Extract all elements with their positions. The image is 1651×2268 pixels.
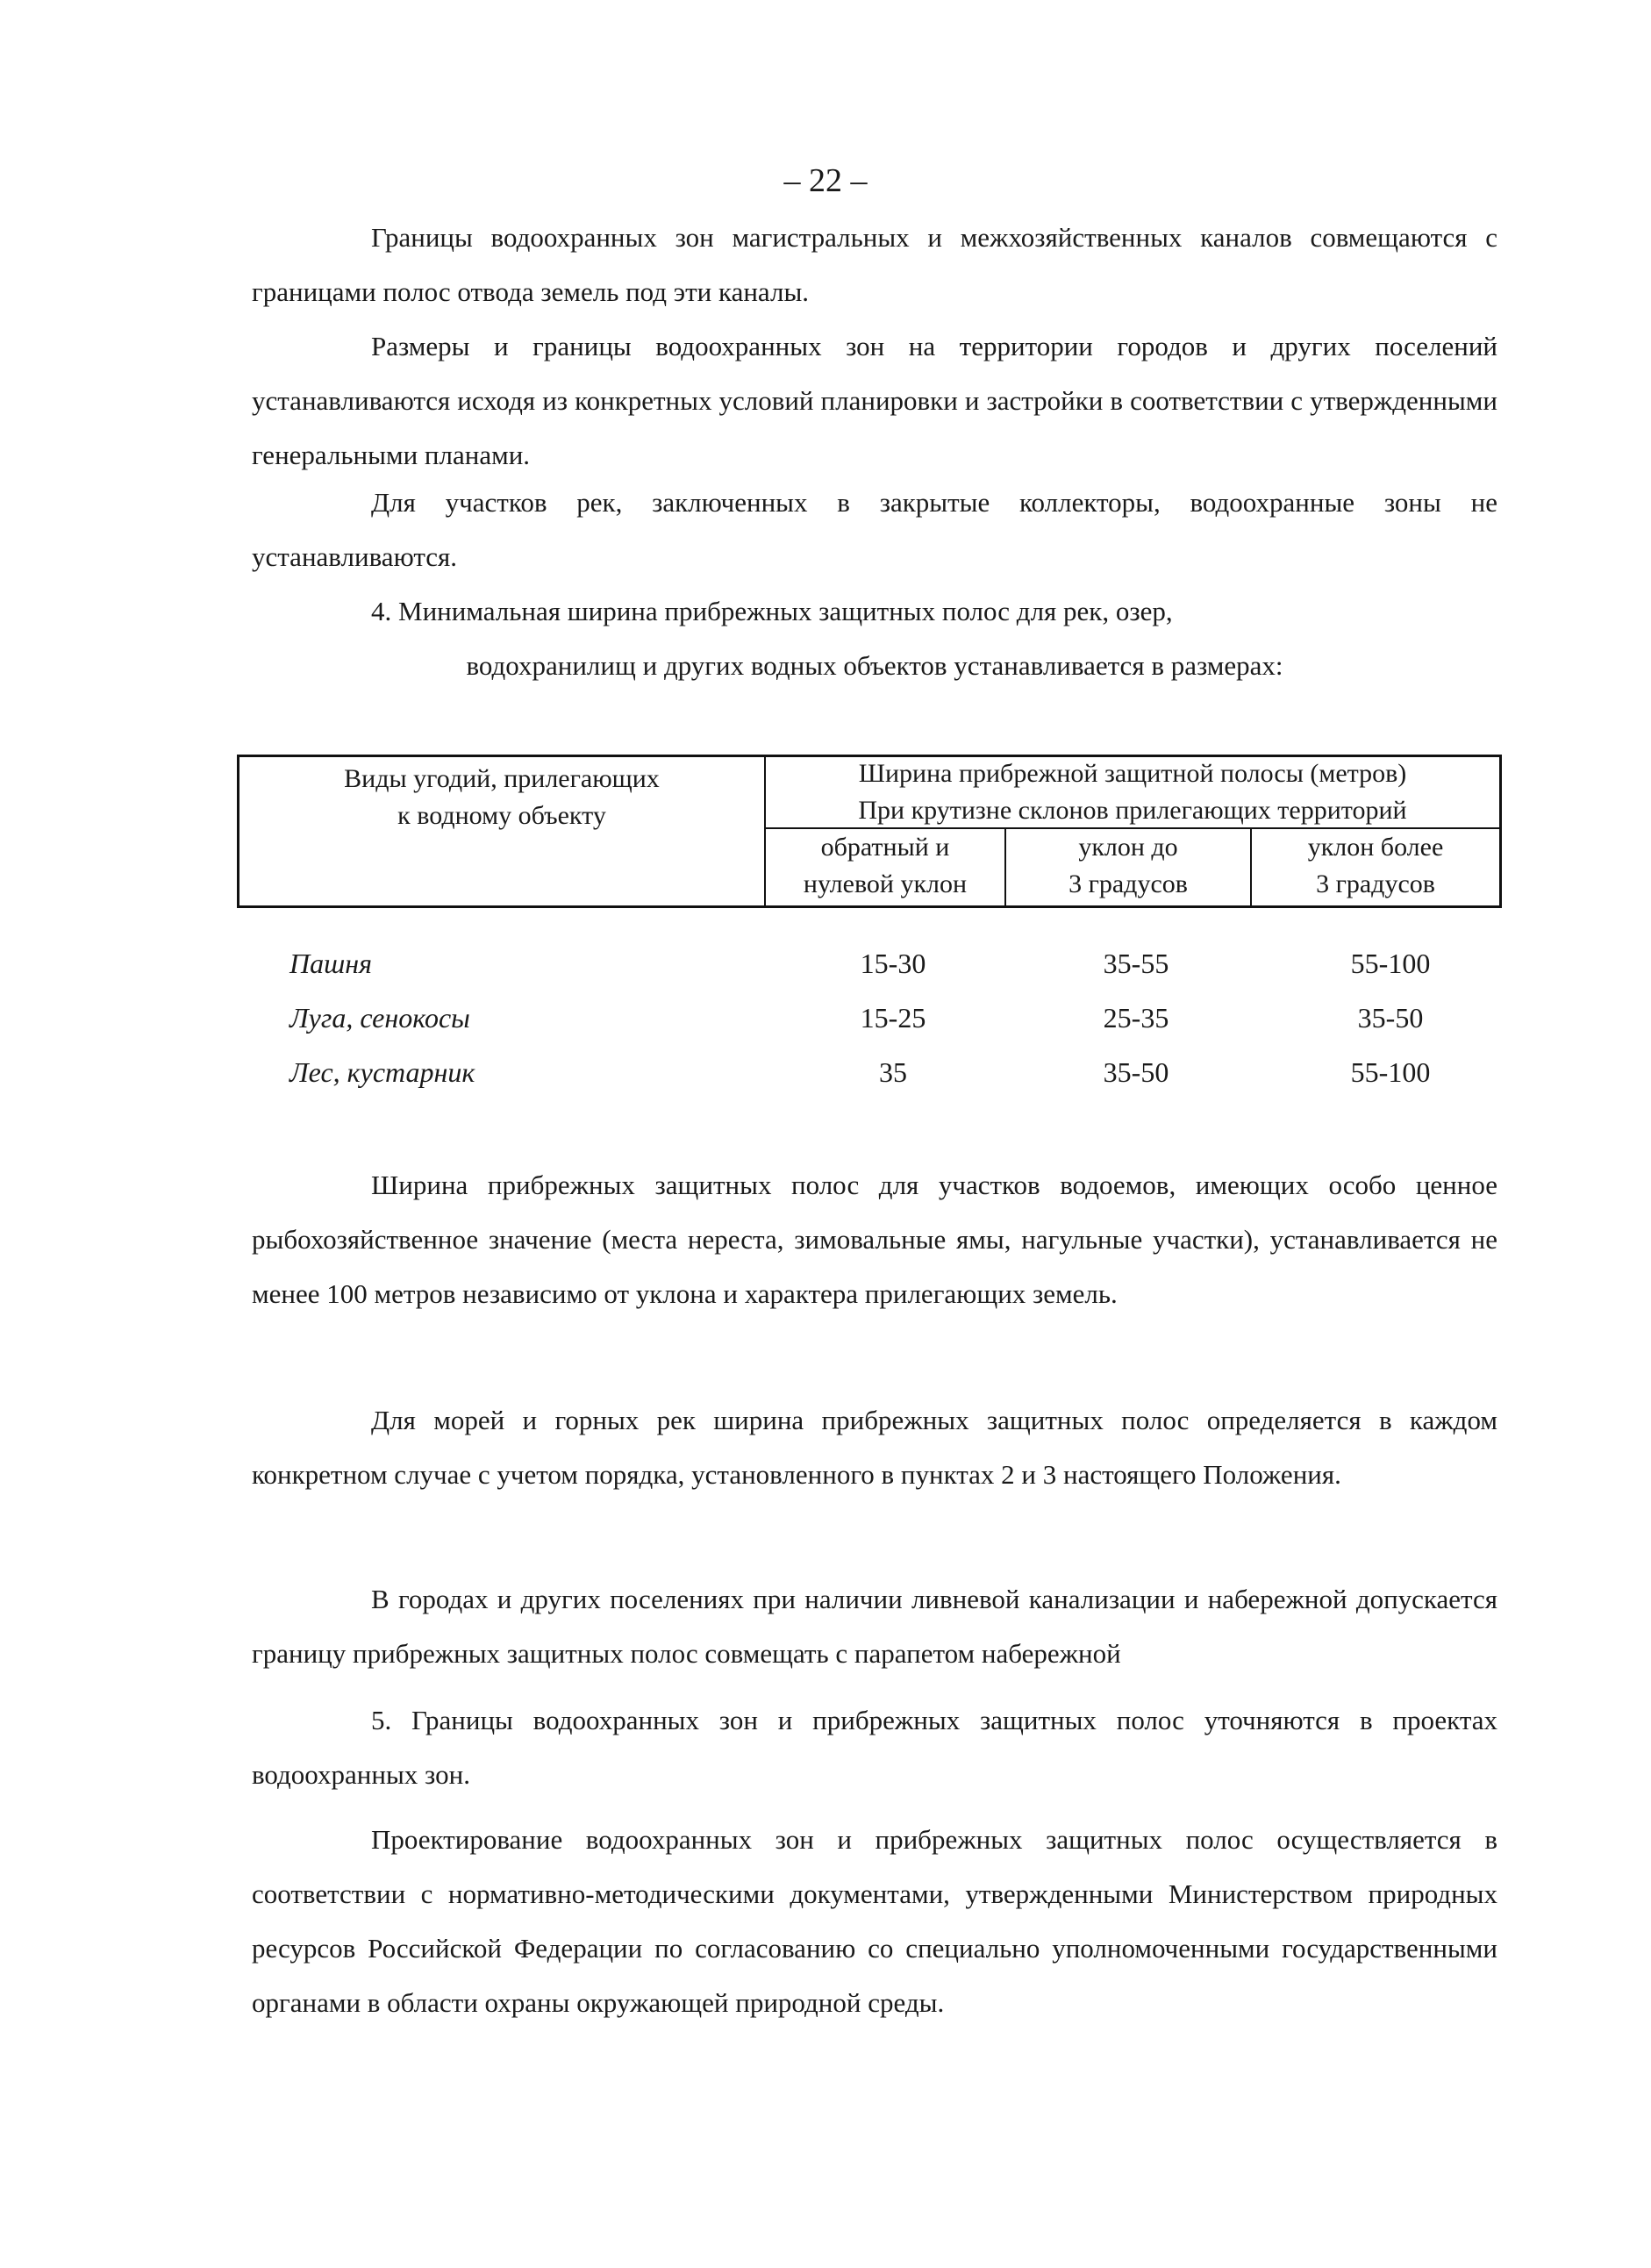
row-value-col3: 35-50 bbox=[1357, 1002, 1424, 1034]
width-table bbox=[237, 755, 1502, 908]
paragraph-embankment: В городах и других поселениях при наличии ливневой канализации и набережной допускается границу прибрежных защитных полос совмещать с парапетом набережной bbox=[252, 1584, 1497, 1669]
paragraph-design: Проектирование водоохранных зон и прибрежных защитных полос осуществляется в соответствии с нормативно-методическими документами, утвержденными Министерством природных ресурсов Российской Федерации по согласованию со специально уполномоченными государственными органами в области охраны окружающей природной среды. bbox=[252, 1824, 1497, 2018]
paragraph-item-4-line1: 4. Минимальная ширина прибрежных защитных полос для рек, озер, bbox=[371, 596, 1173, 626]
row-label-forest: Лес, кустарник bbox=[289, 1056, 475, 1088]
row-value-col3: 55-100 bbox=[1350, 1056, 1431, 1088]
row-value-col1: 35 bbox=[879, 1056, 907, 1088]
table-header-land-type-2: к водному объекту bbox=[397, 801, 606, 830]
paragraph-item-4-line2: водохранилищ и других водных объектов устанавливается в размерах: bbox=[466, 650, 1283, 681]
paragraph-cities: Размеры и границы водоохранных зон на территории городов и других поселений устанавливаются исходя из конкретных условий планировки и застройки в соответствии с утвержденными генеральными планами. bbox=[252, 331, 1497, 470]
table-header-col1-line1: обратный и bbox=[820, 833, 950, 862]
row-label-meadows: Луга, сенокосы bbox=[289, 1002, 470, 1034]
table-header-col3-line1: уклон более bbox=[1307, 833, 1444, 862]
row-value-col2: 35-50 bbox=[1103, 1056, 1169, 1088]
paragraph-canals: Границы водоохранных зон магистральных и межхозяйственных каналов совмещаются с границами полос отвода земель под эти каналы. bbox=[252, 222, 1497, 307]
table-header-col2-line1: уклон до bbox=[1078, 833, 1178, 862]
row-value-col2: 25-35 bbox=[1103, 1002, 1169, 1034]
table-header-land-type-1: Виды угодий, прилегающих bbox=[344, 764, 660, 793]
row-value-col2: 35-55 bbox=[1103, 948, 1169, 979]
table-header-slope: При крутизне склонов прилегающих территорий bbox=[858, 796, 1407, 825]
row-value-col1: 15-25 bbox=[860, 1002, 926, 1034]
paragraph-fish-areas: Ширина прибрежных защитных полос для участков водоемов, имеющих особо ценное рыбохозяйственное значение (места нереста, зимовальные ямы, нагульные участки), устанавливается не менее 100 метров независимо от уклона и характера прилегающих земель. bbox=[252, 1170, 1497, 1309]
table-header-col2-line2: 3 градусов bbox=[1069, 869, 1188, 898]
row-value-col3: 55-100 bbox=[1350, 948, 1431, 979]
table-header-col1-line2: нулевой уклон bbox=[803, 869, 968, 898]
row-value-col1: 15-30 bbox=[860, 948, 926, 979]
table-header-width: Ширина прибрежной защитной полосы (метров) bbox=[858, 759, 1407, 788]
paragraph-collectors: Для участков рек, заключенных в закрытые коллекторы, водоохранные зоны не устанавливаются. bbox=[252, 487, 1497, 572]
table-header-col3-line2: 3 градусов bbox=[1316, 869, 1435, 898]
row-label-arable: Пашня bbox=[289, 948, 373, 979]
paragraph-seas-mountain-rivers: Для морей и горных рек ширина прибрежных защитных полос определяется в каждом конкретном случае с учетом порядка, установленного в пунктах 2 и 3 настоящего Положения. bbox=[252, 1405, 1497, 1490]
paragraph-item-5: 5. Границы водоохранных зон и прибрежных защитных полос уточняются в проектах водоохранных зон. bbox=[252, 1705, 1497, 1790]
page-number: – 22 – bbox=[783, 162, 868, 199]
